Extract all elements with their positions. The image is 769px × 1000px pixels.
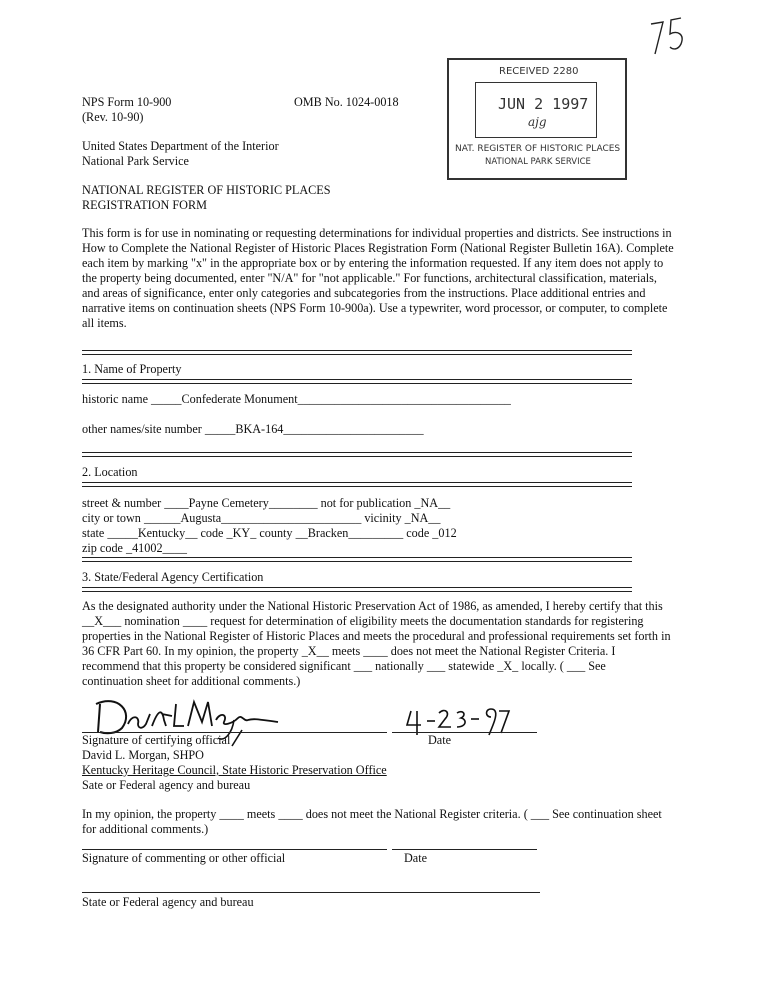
signature-label: Signature of certifying official — [82, 733, 231, 747]
opinion-line-1: In my opinion, the property ____ meets ____ does not meet the National Register criteria. ( ___ See continuation sheet — [82, 807, 662, 821]
stamp-number: 2280 — [553, 66, 579, 77]
stamp-received: RECEIVED — [499, 66, 550, 77]
service-name: National Park Service — [82, 154, 189, 168]
omb-number: OMB No. 1024-0018 — [294, 95, 399, 109]
commenting-signature-label: Signature of commenting or other official — [82, 851, 286, 865]
official-name: David L. Morgan, SHPO — [82, 748, 204, 762]
date-line — [392, 732, 537, 733]
section-divider — [82, 379, 632, 384]
section-divider — [82, 452, 632, 457]
handwritten-page-number — [645, 14, 695, 64]
opinion-line-2: for additional comments.) — [82, 822, 209, 836]
bureau-label: State or Federal agency and bureau — [82, 895, 254, 909]
agency-name: Kentucky Heritage Council, State Historic Preservation Office — [82, 763, 387, 777]
zip-field: zip code _41002____ — [82, 541, 187, 555]
city-field: city or town ______Augusta_______________________ vicinity _NA__ — [82, 511, 441, 525]
date-label: Date — [428, 733, 452, 747]
section-divider — [82, 557, 632, 562]
section-divider — [82, 482, 632, 487]
state-field: state _____Kentucky__ code _KY_ county __Bracken_________ code _012 — [82, 526, 457, 540]
department-name: United States Department of the Interior — [82, 139, 279, 153]
form-title: NATIONAL REGISTER OF HISTORIC PLACES — [82, 183, 331, 197]
received-stamp — [447, 58, 627, 180]
stamp-date-box — [475, 82, 597, 138]
bureau-line — [82, 892, 540, 893]
certification-line-1: As the designated authority under the National Historic Preservation Act of 1986, as amended, I hereby certify that this — [82, 599, 663, 613]
other-names-field: other names/site number _____BKA-164_______________________ — [82, 422, 424, 436]
form-revision: (Rev. 10-90) — [82, 110, 144, 124]
form-subtitle: REGISTRATION FORM — [82, 198, 207, 212]
certification-line-2: __X___ nomination ____ request for determination of eligibility meets the documentation standards for registering — [82, 614, 644, 628]
stamp-register-line: NAT. REGISTER OF HISTORIC PLACES — [455, 144, 621, 154]
commenting-date-line — [392, 849, 537, 850]
certification-line-4: 36 CFR Part 60. In my opinion, the property _X__ meets ____ does not meet the National Register Criteria. I — [82, 644, 616, 658]
commenting-signature-line — [82, 849, 387, 850]
agency-label: Sate or Federal agency and bureau — [82, 778, 251, 792]
stamp-service-line: NATIONAL PARK SERVICE — [485, 157, 591, 167]
stamp-date: JUN 2 1997 — [498, 95, 589, 113]
historic-name-field: historic name _____Confederate Monument___________________________________ — [82, 392, 511, 406]
handwritten-date — [405, 705, 515, 739]
instructions-paragraph: This form is for use in nominating or requesting determinations for individual properties and districts. See instructions in How to Complete the National Register of Historic Places Registration Form (National Register Bulletin 16A). Complete each item by marking "x" in the appropriate box or by entering the information requested. If any item does not apply to the property being documented, enter "N/A" for "not applicable." For functions, architectural classification, materials, and areas of significance, enter only categories and subcategories from the instructions. Place additional entries and narrative items on continuation sheets (NPS Form 10-900a). Use a typewriter, word processor, or computer, to complete all items. — [82, 226, 674, 330]
commenting-date-label: Date — [404, 851, 428, 865]
section1-heading: 1. Name of Property — [82, 362, 182, 376]
stamp-initials: ajg — [528, 115, 547, 129]
section3-heading: 3. State/Federal Agency Certification — [82, 570, 264, 584]
certification-line-3: properties in the National Register of Historic Places and meets the procedural and professional requirements set forth in — [82, 629, 671, 643]
section-divider — [82, 350, 632, 355]
form-number: NPS Form 10-900 — [82, 95, 172, 109]
street-field: street & number ____Payne Cemetery________ not for publication _NA__ — [82, 496, 451, 510]
section-divider — [82, 587, 632, 592]
certification-line-5: recommend that this property be considered significant ___ nationally ___ statewide _X_ locally. ( ___ See — [82, 659, 606, 673]
certification-line-6: continuation sheet for additional comments.) — [82, 674, 301, 688]
section2-heading: 2. Location — [82, 465, 138, 479]
